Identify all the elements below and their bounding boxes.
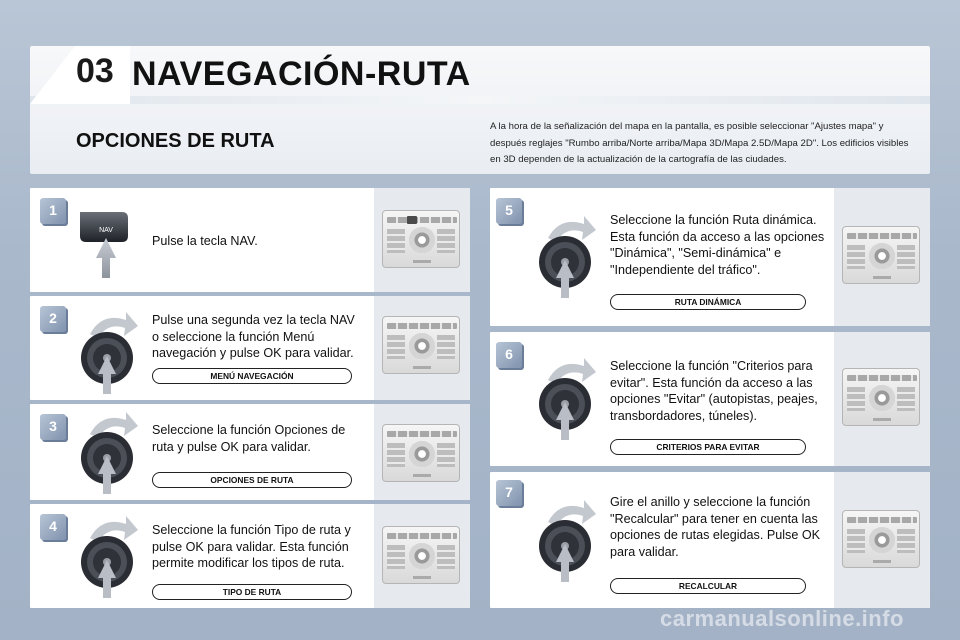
step-badge-1: 1 bbox=[40, 198, 66, 224]
step-text-1: Pulse la tecla NAV. bbox=[152, 234, 258, 248]
console-panel bbox=[834, 472, 930, 608]
menu-label-2: MENÚ NAVEGACIÓN bbox=[152, 368, 352, 384]
step-badge-4: 4 bbox=[40, 514, 66, 540]
radio-console-image bbox=[382, 526, 460, 584]
rotary-dial-icon bbox=[72, 306, 142, 396]
step-badge-7: 7 bbox=[496, 480, 522, 506]
menu-label-5: RUTA DINÁMICA bbox=[610, 294, 806, 310]
rotary-dial-icon bbox=[530, 210, 600, 300]
nav-key-icon bbox=[76, 208, 136, 280]
rotary-dial-icon bbox=[530, 352, 600, 442]
nav-key-label: NAV bbox=[99, 227, 113, 234]
console-panel bbox=[834, 332, 930, 466]
rotary-dial-icon bbox=[72, 510, 142, 600]
menu-label-3: OPCIONES DE RUTA bbox=[152, 472, 352, 488]
page-title: NAVEGACIÓN-RUTA bbox=[132, 55, 471, 93]
menu-label-6: CRITERIOS PARA EVITAR bbox=[610, 439, 806, 455]
console-panel bbox=[374, 296, 470, 400]
console-panel bbox=[374, 404, 470, 500]
step-text-2: Pulse una segunda vez la tecla NAV o seleccione la función Menú navegación y pulse OK para validar. bbox=[152, 313, 355, 360]
step-text-5: Seleccione la función Ruta dinámica. Esta función da acceso a las opciones "Dinámica", "Semi-dinámica" e "Independiente del tráfico". bbox=[610, 213, 825, 277]
console-panel bbox=[374, 188, 470, 292]
radio-console-image bbox=[842, 226, 920, 284]
step-text-4: Seleccione la función Tipo de ruta y pulse OK para validar. Esta función permite modificar los tipos de ruta. bbox=[152, 523, 351, 570]
radio-console-image bbox=[842, 368, 920, 426]
step-badge-3: 3 bbox=[40, 414, 66, 440]
rotary-dial-icon bbox=[72, 406, 142, 496]
step-badge-5: 5 bbox=[496, 198, 522, 224]
console-panel bbox=[834, 188, 930, 326]
radio-console-image bbox=[382, 424, 460, 482]
radio-console-image bbox=[382, 316, 460, 374]
chapter-number: 03 bbox=[76, 52, 114, 90]
header-stripe bbox=[30, 96, 930, 104]
rotary-dial-icon bbox=[530, 494, 600, 584]
step-text-3: Seleccione la función Opciones de ruta y pulse OK para validar. bbox=[152, 423, 346, 454]
console-panel bbox=[374, 504, 470, 608]
step-text-6: Seleccione la función "Criterios para evitar". Esta función da acceso a las opciones "Evitar" (autopistas, peajes, transbordadores, túneles). bbox=[610, 359, 818, 423]
radio-console-image bbox=[842, 510, 920, 568]
section-title: OPCIONES DE RUTA bbox=[76, 130, 275, 152]
intro-paragraph: A la hora de la señalización del mapa en la pantalla, es posible seleccionar "Ajustes mapa" y después reglajes "Rumbo arriba/Norte arriba/Mapa 3D/Mapa 2.5D/Mapa 2D". Los edificios visibles en 3D dependen de la actualización de la cartografía de las ciudades. bbox=[490, 121, 909, 165]
step-badge-6: 6 bbox=[496, 342, 522, 368]
watermark: carmanualsonline.info bbox=[660, 606, 904, 631]
menu-label-4: TIPO DE RUTA bbox=[152, 584, 352, 600]
radio-console-image bbox=[382, 210, 460, 268]
step-text-7: Gire el anillo y seleccione la función "Recalcular" para tener en cuenta las opciones de rutas elegidas. Pulse OK para validar. bbox=[610, 495, 821, 559]
step-badge-2: 2 bbox=[40, 306, 66, 332]
menu-label-7: RECALCULAR bbox=[610, 578, 806, 594]
